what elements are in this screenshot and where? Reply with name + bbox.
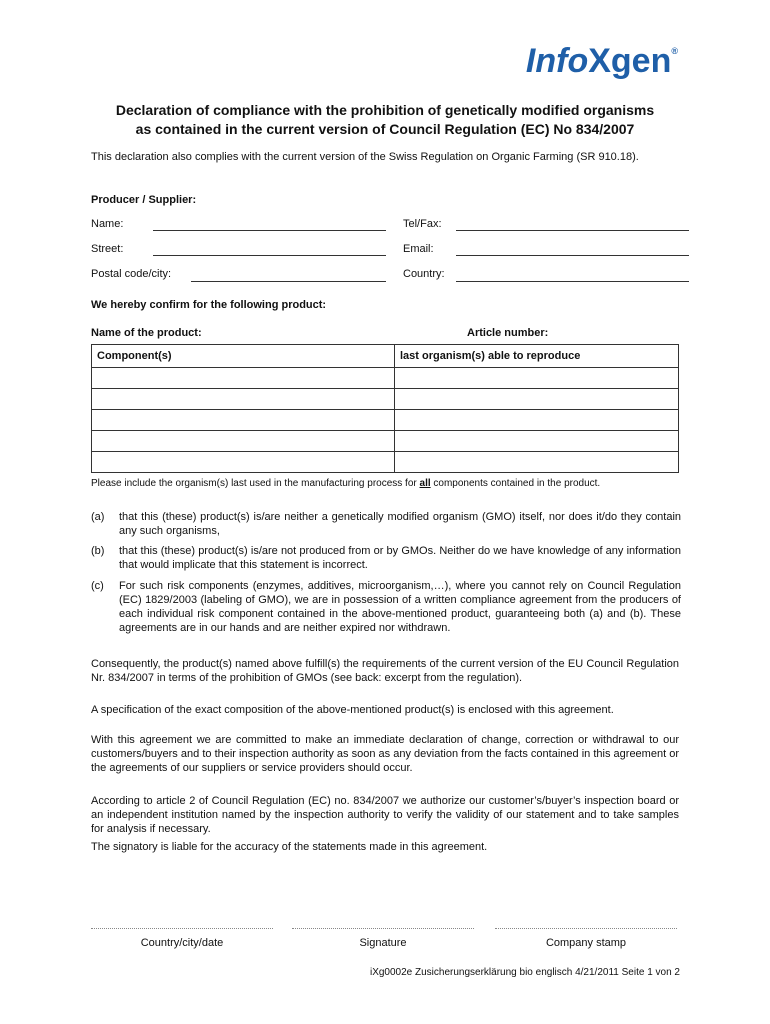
country-city-date-label: Country/city/date [140, 937, 224, 949]
table-row [92, 452, 679, 473]
list-item-a: (a) that this (these) product(s) is/are neither a genetically modified organism (GMO) itself, nor does it/do they contain any such organisms, [91, 511, 681, 537]
company-stamp-line[interactable] [495, 928, 677, 929]
table-note: Please include the organism(s) last used in the manufacturing process for all components contained in the product. [91, 478, 601, 489]
postal-label: Postal code/city: [91, 268, 172, 280]
organism-cell[interactable] [395, 389, 679, 410]
table-row [92, 368, 679, 389]
document-title [60, 101, 710, 139]
list-item-b: (b) that this (these) product(s) is/are not produced from or by GMOs. Neither do we have knowledge of any information that would implicate that this statement is incorrect. [91, 545, 681, 571]
signature-label: Signature [359, 937, 407, 949]
country-city-date-line[interactable] [91, 928, 273, 929]
infoxgen-logo: InfoXgen® [525, 42, 678, 80]
email-field[interactable] [456, 255, 689, 256]
list-item-c: (c) For such risk components (enzymes, additives, microorganism,…), where you cannot rely on Council Regulation (EC) 1829/2003 (labeling of GMO), we are in possession of a written compliance agreement from the producers of each individual risk component contained in the above-mentioned product, guaranteeing both (a) and (b). These agreements are in our hands and are neither expired nor withdrawn. [91, 580, 681, 634]
postal-field[interactable] [191, 281, 386, 282]
components-table [91, 344, 679, 473]
producer-heading: Producer / Supplier: [91, 194, 197, 206]
confirm-heading: We hereby confirm for the following product: [91, 299, 327, 311]
telfax-field[interactable] [456, 230, 689, 231]
street-label: Street: [91, 243, 124, 255]
email-label: Email: [403, 243, 434, 255]
table-row [92, 389, 679, 410]
paragraph-specification: A specification of the exact composition of the above-mentioned product(s) is enclosed with this agreement. [91, 704, 614, 716]
name-label: Name: [91, 218, 124, 230]
column-header-last-organism: last organism(s) able to reproduce [395, 345, 679, 368]
component-cell[interactable] [92, 389, 395, 410]
component-cell[interactable] [92, 431, 395, 452]
component-cell[interactable] [92, 368, 395, 389]
country-field[interactable] [456, 281, 689, 282]
table-header-row [92, 345, 679, 368]
telfax-label: Tel/Fax: [403, 218, 442, 230]
article-number-label: Article number: [467, 327, 549, 339]
organism-cell[interactable] [395, 368, 679, 389]
name-field[interactable] [153, 230, 386, 231]
column-header-components: Component(s) [92, 345, 395, 368]
paragraph-liability: The signatory is liable for the accuracy of the statements made in this agreement. [91, 841, 488, 853]
title-line-2: as contained in the current version of Council Regulation (EC) No 834/2007 [135, 121, 635, 137]
country-label: Country: [403, 268, 445, 280]
organism-cell[interactable] [395, 431, 679, 452]
table-row [92, 410, 679, 431]
paragraph-authorization: According to article 2 of Council Regulation (EC) no. 834/2007 we authorize our customer’s/buyer’s inspection board or an independent institution named by the inspection authority to verify the validity of our statement and to take samples for analysis if necessary. [91, 795, 679, 835]
table-row [92, 431, 679, 452]
intro-text: This declaration also complies with the current version of the Swiss Regulation on Organic Farming (SR 910.18). [91, 151, 639, 163]
component-cell[interactable] [92, 410, 395, 431]
product-name-label: Name of the product: [91, 327, 202, 339]
organism-cell[interactable] [395, 452, 679, 473]
street-field[interactable] [153, 255, 386, 256]
title-line-1: Declaration of compliance with the prohibition of genetically modified organisms [115, 102, 655, 118]
paragraph-commitment: With this agreement we are committed to make an immediate declaration of change, correction or withdrawal to our customers/buyers and to their inspection authority as soon as any deviation from the facts contained in this agreement or the agreements of our suppliers or service providers should occur. [91, 734, 679, 774]
paragraph-consequently: Consequently, the product(s) named above fulfill(s) the requirements of the current version of the EU Council Regulation Nr. 834/2007 in terms of the prohibition of GMOs (see back: excerpt from the regulation). [91, 658, 679, 684]
component-cell[interactable] [92, 452, 395, 473]
company-stamp-label: Company stamp [545, 937, 627, 949]
page-footer: iXg0002e Zusicherungserklärung bio englisch 4/21/2011 Seite 1 von 2 [369, 967, 680, 978]
organism-cell[interactable] [395, 410, 679, 431]
signature-line[interactable] [292, 928, 474, 929]
